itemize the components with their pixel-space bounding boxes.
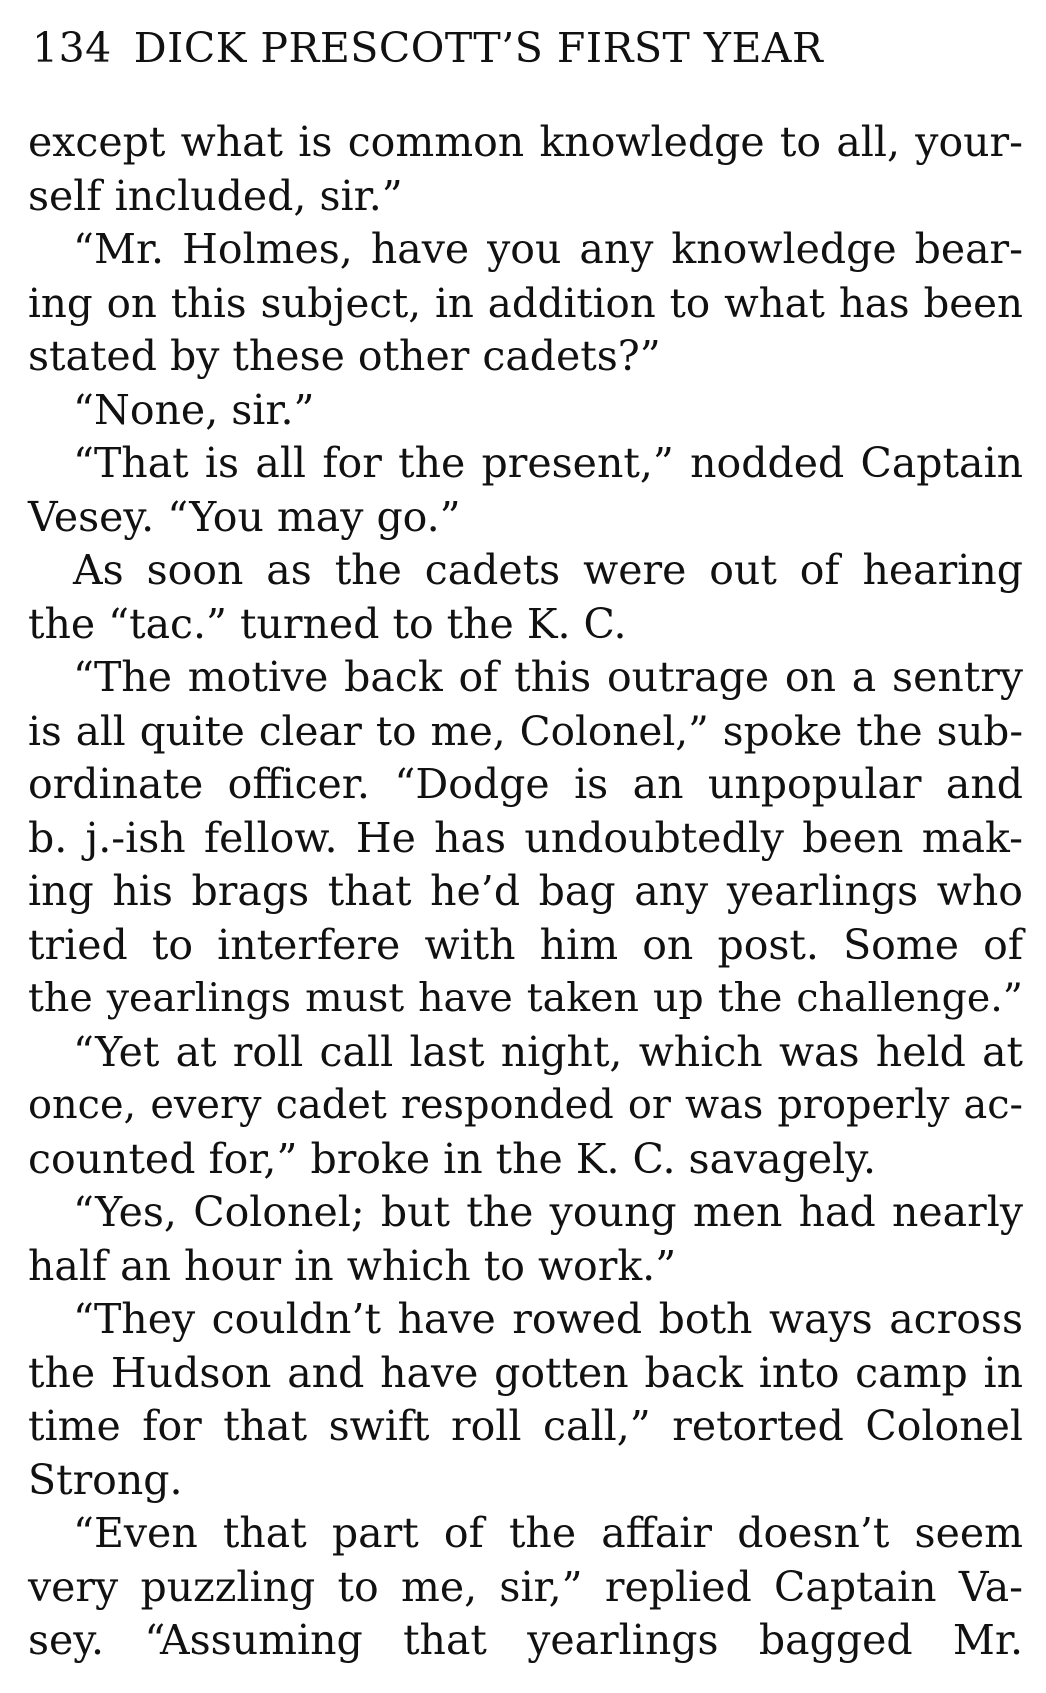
text-line: the Hudson and have gotten back into camp in	[28, 1348, 1023, 1397]
text-line: except what is common knowledge to all, your-	[28, 118, 1023, 166]
text-line: counted for,” broke in the K. C. savagely.	[28, 1134, 876, 1183]
running-title: DICK PRESCOTT’S FIRST YEAR	[133, 24, 824, 72]
text-line: the “tac.” turned to the K. C.	[28, 599, 627, 648]
body-text	[28, 116, 1023, 1668]
text-line: is all quite clear to me, Colonel,” spoke the sub-	[28, 706, 1023, 755]
text-line: “Even that part of the affair doesn’t seem	[73, 1509, 1023, 1557]
text-line: “None, sir.”	[73, 385, 315, 434]
text-line: Strong.	[28, 1455, 183, 1504]
text-line: very puzzling to me, sir,” replied Captain Va-	[28, 1562, 1023, 1611]
running-head	[32, 18, 1012, 78]
text-line: ordinate officer. “Dodge is an unpopular and	[28, 760, 1023, 808]
text-line: once, every cadet responded or was properly ac-	[28, 1082, 1023, 1128]
text-line: self included, sir.”	[28, 171, 403, 220]
text-line: “Mr. Holmes, have you any knowledge bear-	[73, 225, 1023, 273]
text-line: stated by these other cadets?”	[28, 332, 661, 380]
page-number: 134	[32, 24, 112, 72]
text-line: b. j.-ish fellow. He has undoubtedly been mak-	[28, 813, 1023, 862]
text-line: tried to interfere with him on post. Some of	[28, 920, 1023, 969]
text-line: the yearlings must have taken up the challenge.”	[28, 975, 1023, 1021]
text-line: “Yet at roll call last night, which was held at	[73, 1027, 1023, 1076]
text-line: Vesey. “You may go.”	[28, 492, 461, 541]
text-line: “They couldn’t have rowed both ways across	[73, 1295, 1023, 1343]
text-line: time for that swift roll call,” retorted Colonel	[28, 1402, 1023, 1450]
text-line: ing on this subject, in addition to what has been	[28, 279, 1023, 327]
text-line: half an hour in which to work.”	[28, 1241, 677, 1290]
text-line: ing his brags that he’d bag any yearlings who	[28, 867, 1023, 915]
text-line: “The motive back of this outrage on a sentry	[73, 653, 1023, 701]
text-line: sey. “Assuming that yearlings bagged Mr.	[28, 1616, 1023, 1664]
text-line: “That is all for the present,” nodded Captain	[73, 439, 1023, 487]
text-line: “Yes, Colonel; but the young men had nearly	[73, 1188, 1023, 1236]
text-line: As soon as the cadets were out of hearing	[73, 546, 1023, 594]
